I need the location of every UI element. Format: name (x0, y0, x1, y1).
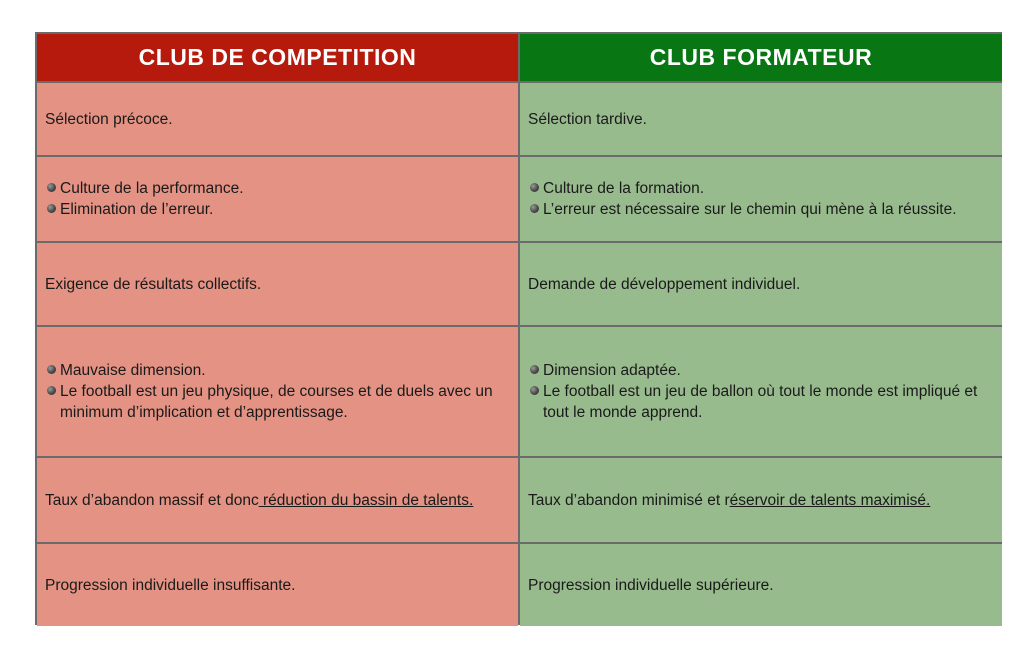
cell-formateur-abandon (520, 458, 1002, 542)
cell-paragraph (528, 490, 992, 511)
bullet-item: Le football est un jeu de ballon où tout le monde est impliqué et tout le monde apprend. (528, 381, 992, 423)
bullet-item: Culture de la performance. (45, 178, 508, 199)
cell-formateur-selection (520, 83, 1002, 155)
cell-paragraph (45, 490, 508, 511)
bullet-list (45, 360, 508, 423)
cell-formateur-culture (520, 157, 1002, 241)
cell-text: Taux d’abandon minimisé et r (528, 491, 730, 509)
bullet-item: L’erreur est nécessaire sur le chemin qui mène à la réussite. (528, 199, 992, 220)
cell-competition-selection (37, 83, 518, 155)
cell-text: Demande de développement individuel. (528, 275, 801, 293)
cell-text: Progression individuelle insuffisante. (45, 576, 296, 594)
header-club-formateur: CLUB FORMATEUR (520, 34, 1002, 81)
cell-formateur-dimension (520, 327, 1002, 456)
header-club-competition: CLUB DE COMPETITION (37, 34, 518, 81)
bullet-item: Dimension adaptée. (528, 360, 992, 381)
cell-underlined-text: éservoir de talents maximisé. (729, 491, 931, 509)
bullet-item: Culture de la formation. (528, 178, 992, 199)
cell-competition-culture (37, 157, 518, 241)
bullet-list (45, 178, 508, 220)
cell-competition-exigence (37, 243, 518, 325)
bullet-list (528, 178, 992, 220)
cell-formateur-progression (520, 544, 1002, 626)
cell-competition-progression (37, 544, 518, 626)
bullet-item: Elimination de l’erreur. (45, 199, 508, 220)
cell-competition-dimension (37, 327, 518, 456)
cell-text: Progression individuelle supérieure. (528, 576, 774, 594)
cell-text: Taux d’abandon massif et donc (45, 491, 259, 509)
cell-text: Exigence de résultats collectifs. (45, 275, 262, 293)
cell-underlined-text: réduction du bassin de talents. (258, 491, 474, 509)
cell-text: Sélection tardive. (528, 110, 647, 128)
bullet-item: Mauvaise dimension. (45, 360, 508, 381)
bullet-list (528, 360, 992, 423)
cell-formateur-demande (520, 243, 1002, 325)
bullet-item: Le football est un jeu physique, de courses et de duels avec un minimum d’implication et d’apprentissage. (45, 381, 508, 423)
comparison-table (35, 32, 1002, 625)
cell-text: Sélection précoce. (45, 110, 173, 128)
comparison-grid (37, 34, 1000, 623)
cell-competition-abandon (37, 458, 518, 542)
